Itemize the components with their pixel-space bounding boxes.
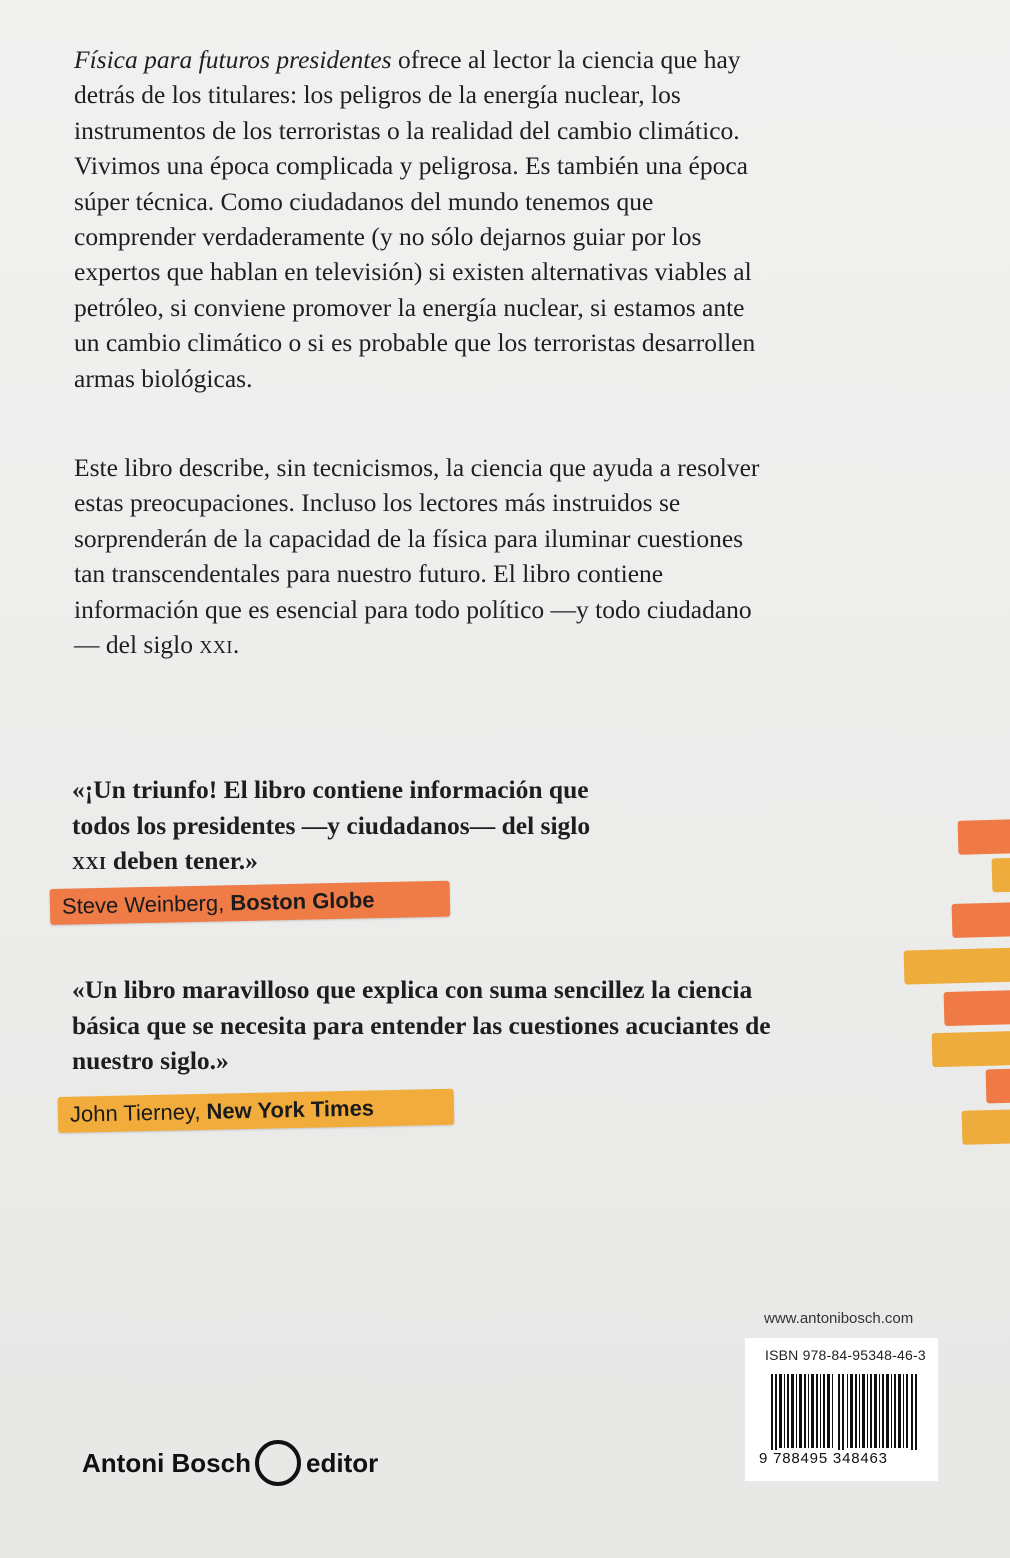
decorative-stripe-3 [952,902,1010,938]
decorative-stripe-6 [932,1031,1010,1067]
isbn-label: ISBN 978-84-95348-46-3 [765,1347,926,1363]
attribution-2-author: John Tierney, [69,1098,207,1127]
decorative-stripe-8 [962,1109,1010,1145]
review-attribution-2 [58,1089,455,1133]
quote-1-century: xxi [72,846,107,875]
description-paragraph-2 [74,450,774,662]
book-title-italic: Física para futuros presidentes [74,45,392,74]
publisher-name: Antoni Bosch [82,1448,251,1478]
barcode-image [757,1374,929,1456]
decorative-stripe-2 [992,858,1010,893]
publisher-ring-icon [252,1437,304,1489]
quote-1-line-1: «¡Un triunfo! El libro contiene información que [72,775,589,804]
quote-1-line-2: todos los presidentes —y ciudadanos— del siglo [72,810,591,840]
review-attribution-1 [50,881,451,925]
attribution-1-source: Boston Globe [230,887,375,916]
barcode-digits: 9 788495 348463 [759,1450,931,1467]
attribution-1-author: Steve Weinberg, [61,890,231,919]
publisher-editor-word: editor [306,1448,379,1478]
description-paragraph-1 [74,42,774,396]
publisher-website: www.antonibosch.com [764,1310,914,1327]
decorative-stripe-5 [944,990,1010,1026]
review-quote-2: «Un libro maravilloso que explica con suma sencillez la ciencia básica que se necesita para entender las cuestiones acuciantes de nuestro siglo.» [72,975,771,1075]
isbn-barcode-box [745,1338,938,1481]
decorative-stripe-1 [958,819,1010,855]
description-paragraph-2-text: Este libro describe, sin tecnicismos, la ciencia que ayuda a resolver estas preocupaciones. Incluso los lectores más instruidos se sorprenderán de la capacidad de la física para iluminar cuestiones tan transcendentales para nuestro futuro. El libro contiene información que es esencial para todo político —y todo ciudadano— del siglo [74,453,760,660]
publisher-logo [82,1436,402,1492]
century-smallcaps: xxi [199,630,233,660]
paragraph-2-period: . [232,630,240,660]
decorative-stripe-4 [904,947,1010,984]
attribution-2-source: New York Times [206,1095,375,1124]
description-paragraph-1-text: ofrece al lector la ciencia que hay detrás de los titulares: los peligros de la energía nuclear, los instrumentos de los terroristas o la realidad del cambio climático. Vivimos una época complicada y peligrosa. Es también una época súper técnica. Como ciudadanos del mundo tenemos que comprender verdaderamente (y no sólo dejarnos guiar por los expertos que hablan en televisión) si existen alternativas viables al petróleo, si conviene promover la energía nuclear, si estamos ante un cambio climático o si es probable que los terroristas desarrollen armas biológicas. [74,45,756,393]
review-quote-1 [72,772,772,879]
quote-1-line-3: deben tener.» [106,846,258,875]
decorative-stripe-7 [986,1069,1010,1104]
